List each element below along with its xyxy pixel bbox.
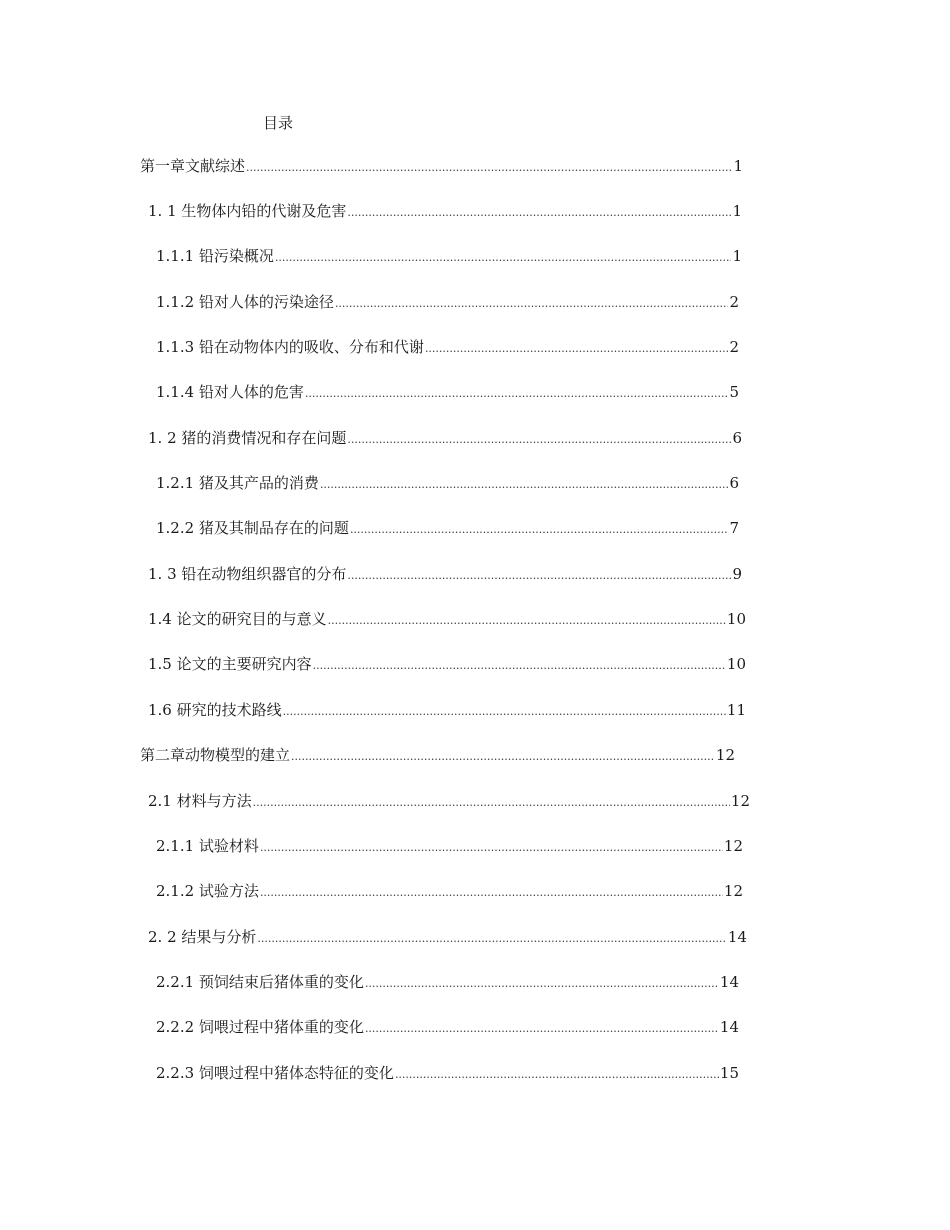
toc-title: 目录 <box>263 114 294 132</box>
toc-entry-label: 1.1.3 铅在动物体内的吸收、分布和代谢 <box>156 338 424 356</box>
toc-entry-page: 2 <box>729 293 739 311</box>
toc-entry-label: 1.2.2 猪及其制品存在的问题 <box>156 519 349 537</box>
toc-entry-label: 2.1 材料与方法 <box>148 792 252 810</box>
toc-entry[interactable] <box>140 156 743 178</box>
toc-entry[interactable] <box>148 201 742 223</box>
toc-entry[interactable] <box>148 609 746 631</box>
toc-entry-label: 1.1.4 铅对人体的危害 <box>156 383 304 401</box>
toc-entry-page: 15 <box>719 1064 739 1082</box>
toc-entry-label: 1. 3 铅在动物组织器官的分布 <box>148 565 347 583</box>
toc-entry[interactable] <box>148 564 742 586</box>
toc-leader <box>246 158 732 178</box>
toc-entry[interactable] <box>156 337 739 359</box>
toc-entry-page: 6 <box>732 429 742 447</box>
toc-leader <box>313 656 726 676</box>
toc-leader <box>365 1019 719 1039</box>
toc-entry-page: 12 <box>715 746 735 764</box>
toc-entry[interactable] <box>156 382 739 404</box>
toc-entry-page: 10 <box>726 610 746 628</box>
toc-entry[interactable] <box>148 700 746 722</box>
toc-entry-label: 1.5 论文的主要研究内容 <box>148 655 312 673</box>
toc-entry-page: 12 <box>730 792 750 810</box>
toc-entry[interactable] <box>148 654 746 676</box>
toc-entry-page: 14 <box>727 928 747 946</box>
toc-entry-label: 1.1.2 铅对人体的污染途径 <box>156 293 334 311</box>
toc-entry-page: 12 <box>723 882 743 900</box>
toc-leader <box>425 339 729 359</box>
toc-entry-page: 1 <box>733 157 743 175</box>
toc-entry-page: 9 <box>732 565 742 583</box>
toc-entry-label: 1. 2 猪的消费情况和存在问题 <box>148 429 347 447</box>
toc-entry-label: 2.2.3 饲喂过程中猪体态特征的变化 <box>156 1064 394 1082</box>
toc-entry[interactable] <box>156 292 739 314</box>
toc-leader <box>347 566 731 586</box>
toc-entry[interactable] <box>140 745 735 767</box>
toc-leader <box>347 430 731 450</box>
toc-leader <box>257 929 727 949</box>
toc-entry[interactable] <box>156 1017 739 1039</box>
toc-entry-page: 2 <box>729 338 739 356</box>
toc-entry-label: 2.1.2 试验方法 <box>156 882 259 900</box>
toc-entry[interactable] <box>148 791 750 813</box>
toc-entry-label: 1.4 论文的研究目的与意义 <box>148 610 327 628</box>
toc-leader <box>320 475 729 495</box>
toc-entry-page: 14 <box>719 973 739 991</box>
toc-leader <box>291 747 715 767</box>
toc-entry[interactable] <box>156 473 739 495</box>
toc-leader <box>395 1065 719 1085</box>
toc-leader <box>365 974 719 994</box>
toc-leader <box>260 838 723 858</box>
toc-entry-page: 5 <box>729 383 739 401</box>
toc-entry-label: 第一章文献综述 <box>140 157 246 175</box>
toc-entry[interactable] <box>148 428 742 450</box>
toc-leader <box>275 248 732 268</box>
toc-leader <box>305 384 729 404</box>
toc-entry-label: 1.6 研究的技术路线 <box>148 701 282 719</box>
toc-entry-page: 10 <box>726 655 746 673</box>
toc-entry-label: 第二章动物模型的建立 <box>140 746 291 764</box>
toc-leader <box>253 793 730 813</box>
toc-leader <box>260 883 723 903</box>
toc-entry-label: 1.2.1 猪及其产品的消费 <box>156 474 319 492</box>
toc-entry[interactable] <box>156 881 743 903</box>
toc-entry-page: 11 <box>726 701 746 719</box>
toc-entry[interactable] <box>156 246 742 268</box>
toc-entry[interactable] <box>156 836 743 858</box>
toc-leader <box>350 520 729 540</box>
toc-leader <box>328 611 726 631</box>
toc-entry-label: 2.2.2 饲喂过程中猪体重的变化 <box>156 1018 364 1036</box>
toc-entry-page: 12 <box>723 837 743 855</box>
toc-entry[interactable] <box>156 1063 739 1085</box>
toc-entry-page: 7 <box>729 519 739 537</box>
toc-entry-page: 14 <box>719 1018 739 1036</box>
toc-entry-page: 6 <box>729 474 739 492</box>
toc-entry[interactable] <box>148 927 747 949</box>
toc-leader <box>347 203 731 223</box>
toc-entry-label: 2.1.1 试验材料 <box>156 837 259 855</box>
toc-entry-label: 2.2.1 预饲结束后猪体重的变化 <box>156 973 364 991</box>
toc-entry-page: 1 <box>732 247 742 265</box>
toc-entry-page: 1 <box>732 202 742 220</box>
toc-entry-label: 1.1.1 铅污染概况 <box>156 247 274 265</box>
toc-entry-label: 1. 1 生物体内铅的代谢及危害 <box>148 202 347 220</box>
toc-entry-label: 2. 2 结果与分析 <box>148 928 257 946</box>
toc-entry[interactable] <box>156 972 739 994</box>
toc-entry[interactable] <box>156 518 739 540</box>
toc-leader <box>335 294 729 314</box>
toc-leader <box>283 702 726 722</box>
